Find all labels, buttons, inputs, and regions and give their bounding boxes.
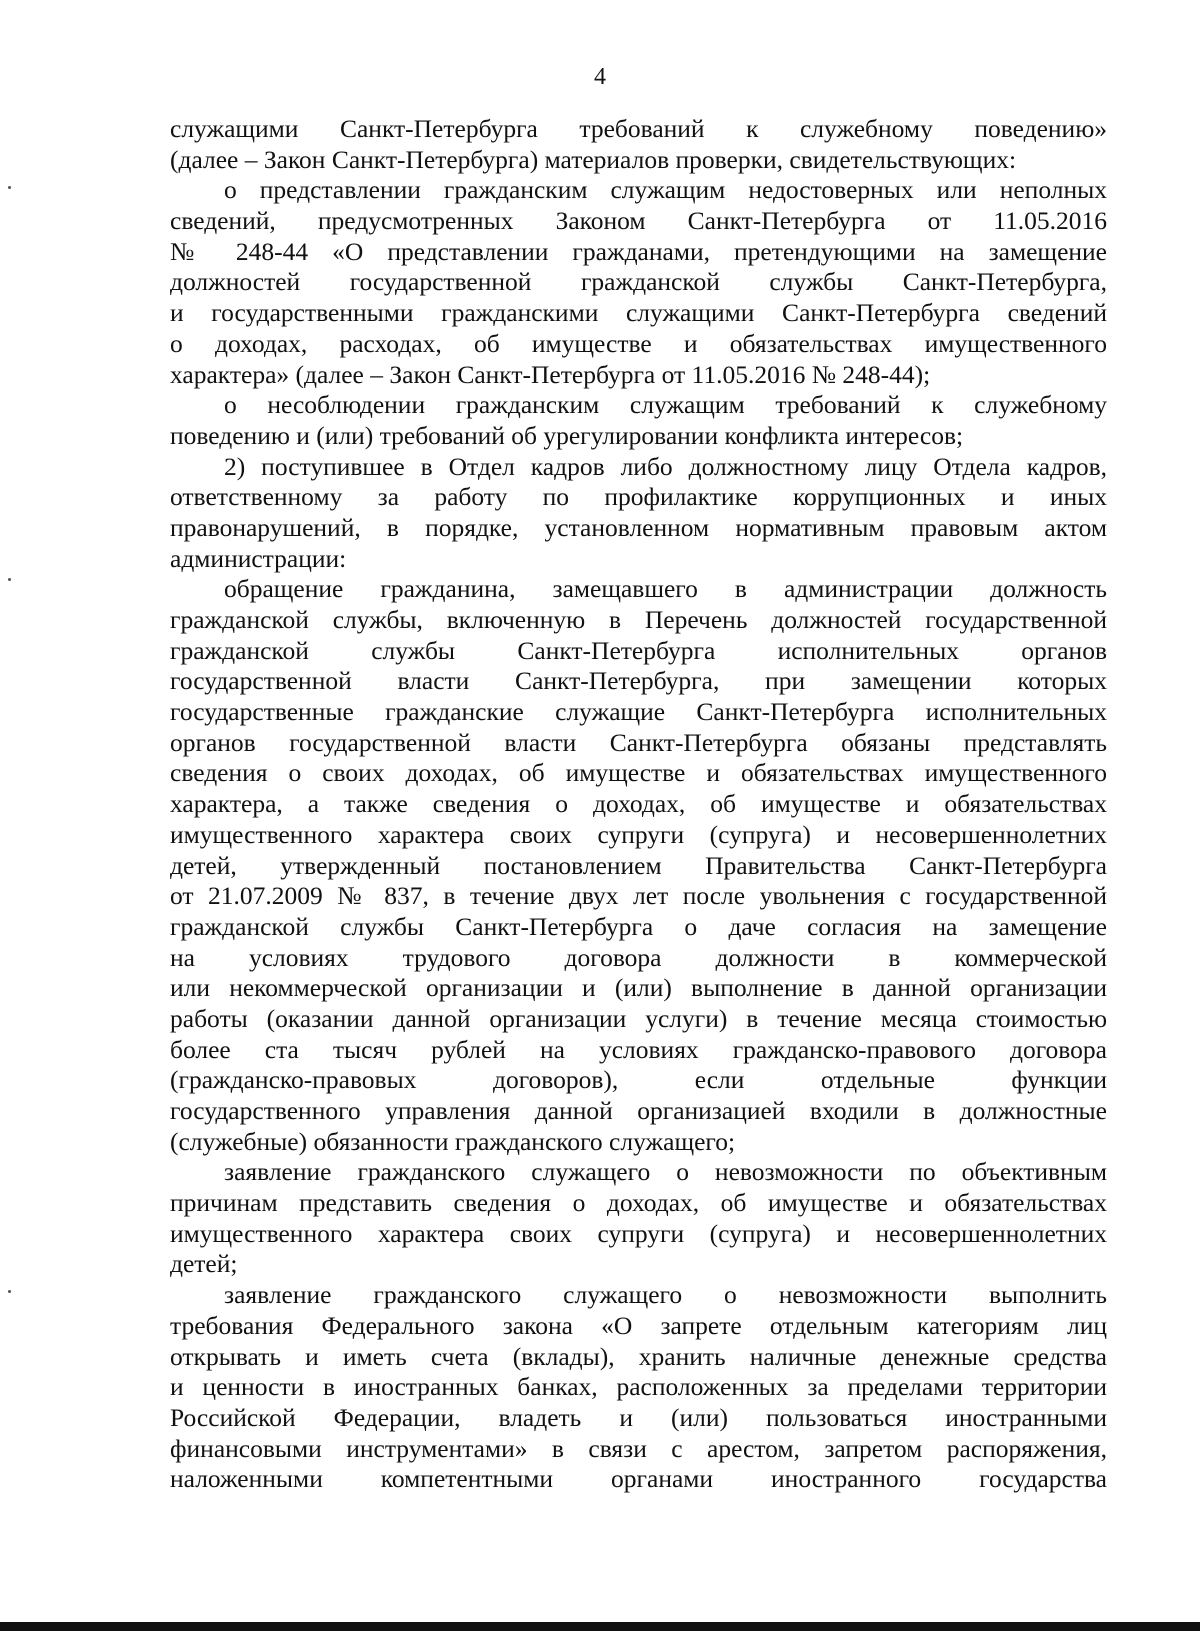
text-line: открывать и иметь счета (вклады), хранить наличные денежные средства (170, 1341, 1107, 1371)
text-line: заявление гражданского служащего о невозможности по объективным (224, 1157, 1107, 1187)
text-line: заявление гражданского служащего о невозможности выполнить (224, 1280, 1107, 1310)
text-line: 2) поступившее в Отдел кадров либо должностному лицу Отдела кадров, (224, 451, 1107, 481)
scan-speck (8, 1290, 11, 1293)
text-line: должностей государственной гражданской службы Санкт-Петербурга, (170, 267, 1107, 297)
text-line: (служебные) обязанности гражданского служащего; (170, 1126, 736, 1156)
text-line: от 21.07.2009 № 837, в течение двух лет после увольнения с государственной (170, 881, 1107, 911)
text-line: имущественного характера своих супруги (супруга) и несовершеннолетних (170, 819, 1107, 849)
text-line: № 248-44 «О представлении гражданами, претендующими на замещение (170, 236, 1107, 266)
text-line: государственной власти Санкт-Петербурга, при замещении которых (170, 666, 1107, 696)
text-line: наложенными компетентными органами иностранного государства (170, 1464, 1107, 1494)
text-line: (далее – Закон Санкт-Петербурга) материалов проверки, свидетельствующих: (170, 144, 1017, 174)
text-line: более ста тысяч рублей на условиях гражданско-правового договора (170, 1034, 1107, 1064)
text-line: или некоммерческой организации и (или) выполнение в данной организации (170, 973, 1107, 1003)
text-line: требования Федерального закона «О запрете отдельным категориям лиц (170, 1310, 1107, 1340)
text-line: Российской Федерации, владеть и (или) пользоваться иностранными (170, 1402, 1107, 1432)
text-line: и государственными гражданскими служащими Санкт-Петербурга сведений (170, 298, 1107, 328)
text-line: о представлении гражданским служащим недостоверных или неполных (224, 175, 1107, 205)
text-line: о несоблюдении гражданским служащим требований к служебному (224, 390, 1107, 420)
text-line: государственные гражданские служащие Санкт-Петербурга исполнительных (170, 697, 1107, 727)
text-line: на условиях трудового договора должности в коммерческой (170, 942, 1107, 972)
text-line: детей; (170, 1249, 238, 1279)
text-line: гражданской службы Санкт-Петербурга исполнительных органов (170, 635, 1107, 665)
text-line: гражданской службы, включенную в Перечень должностей государственной (170, 605, 1107, 634)
text-line: органов государственной власти Санкт-Петербурга обязаны представлять (170, 727, 1107, 757)
document-body (170, 114, 1107, 1495)
text-line: обращение гражданина, замещавшего в администрации должность (224, 574, 1107, 604)
text-line: характера» (далее – Закон Санкт-Петербурга от 11.05.2016 № 248-44); (170, 359, 931, 389)
text-line: служащими Санкт-Петербурга требований к служебному поведению» (170, 114, 1107, 143)
text-line: государственного управления данной организацией входили в должностные (170, 1096, 1107, 1125)
text-line: поведению и (или) требований об урегулировании конфликта интересов; (170, 420, 964, 450)
text-line: гражданской службы Санкт-Петербурга о даче согласия на замещение (170, 911, 1107, 941)
scan-speck (8, 186, 11, 189)
text-line: работы (оказании данной организации услуги) в течение месяца стоимостью (170, 1003, 1107, 1033)
text-line: о доходах, расходах, об имуществе и обязательствах имущественного (170, 328, 1107, 358)
text-line: имущественного характера своих супруги (супруга) и несовершеннолетних (170, 1218, 1107, 1248)
text-line: характера, а также сведения о доходах, об имуществе и обязательствах (170, 789, 1107, 819)
text-line: причинам представить сведения о доходах, об имуществе и обязательствах (170, 1188, 1107, 1218)
page-number: 4 (594, 64, 606, 90)
text-line: сведения о своих доходах, об имуществе и обязательствах имущественного (170, 758, 1107, 788)
text-line: администрации: (170, 543, 347, 573)
text-line: правонарушений, в порядке, установленном нормативным правовым актом (170, 512, 1107, 542)
text-line: (гражданско-правовых договоров), если отдельные функции (170, 1065, 1107, 1095)
scan-bottom-edge (0, 1622, 1200, 1631)
text-line: ответственному за работу по профилактике коррупционных и иных (170, 482, 1107, 512)
text-line: детей, утвержденный постановлением Правительства Санкт-Петербурга (170, 850, 1107, 880)
text-line: сведений, предусмотренных Законом Санкт-Петербурга от 11.05.2016 (170, 206, 1107, 236)
text-line: и ценности в иностранных банках, расположенных за пределами территории (170, 1372, 1107, 1402)
text-line: финансовыми инструментами» в связи с арестом, запретом распоряжения, (170, 1433, 1107, 1463)
scan-speck (8, 578, 11, 581)
